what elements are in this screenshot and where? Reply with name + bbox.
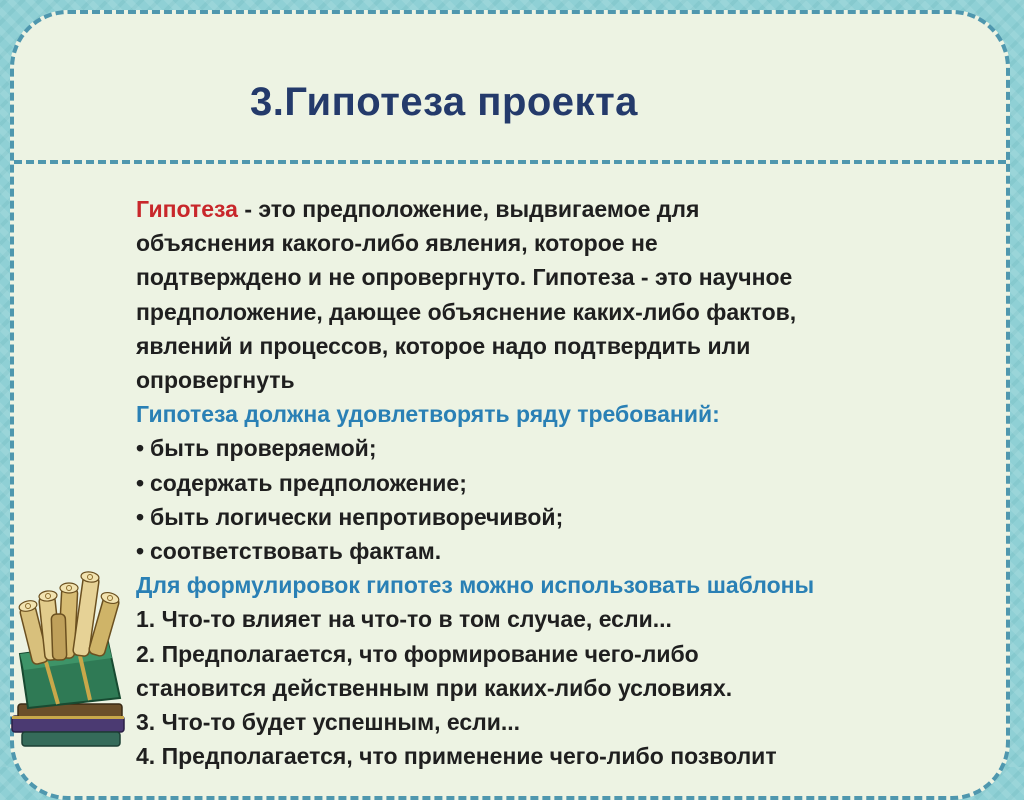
template-line: 4. Предполагается, что применение чего-либо позволит bbox=[136, 743, 777, 770]
definition-text: - это предположение, выдвигаемое для bbox=[237, 196, 700, 222]
requirement-item bbox=[136, 500, 1010, 534]
requirement-item bbox=[136, 431, 1010, 465]
requirement-text: быть логически непротиворечивой; bbox=[150, 503, 564, 530]
templates-heading: Для формулировок гипотез можно использовать шаблоны bbox=[136, 572, 815, 599]
requirement-text: соответствовать фактам. bbox=[150, 538, 442, 565]
slide-card bbox=[10, 10, 1010, 800]
bullet-icon: • bbox=[136, 503, 145, 530]
template-line: 2. Предполагается, что формирование чего-либо bbox=[136, 640, 699, 667]
bullet-icon: • bbox=[136, 435, 145, 462]
definition-line-3: подтверждено и не опровергнуто. Гипотеза - это научное bbox=[136, 264, 793, 291]
scrolls-and-books-icon bbox=[6, 566, 136, 756]
requirement-item bbox=[136, 534, 1010, 568]
slide-content bbox=[136, 192, 1010, 773]
template-line: становится действенным при каких-либо условиях. bbox=[136, 674, 733, 701]
title-divider bbox=[14, 160, 1006, 164]
requirements-heading: Гипотеза должна удовлетворять ряду требований: bbox=[136, 401, 720, 428]
slide-title: 3.Гипотеза проекта bbox=[250, 80, 638, 124]
bullet-icon: • bbox=[136, 538, 145, 565]
bullet-icon: • bbox=[136, 469, 145, 496]
requirement-text: быть проверяемой; bbox=[150, 435, 377, 462]
definition-line-5: явлений и процессов, которое надо подтвердить или bbox=[136, 332, 751, 359]
definition-line-4: предположение, дающее объяснение каких-либо фактов, bbox=[136, 298, 797, 325]
requirement-item bbox=[136, 466, 1010, 500]
template-line: 1. Что-то влияет на что-то в том случае, если... bbox=[136, 606, 672, 633]
definition-term: Гипотеза bbox=[136, 196, 238, 222]
definition-line-6: опровергнуть bbox=[136, 367, 295, 394]
definition-line-1 bbox=[136, 192, 1010, 226]
definition-line-2: объяснения какого-либо явления, которое не bbox=[136, 230, 658, 257]
template-line: 3. Что-то будет успешным, если... bbox=[136, 709, 521, 736]
requirement-text: содержать предположение; bbox=[150, 469, 467, 496]
